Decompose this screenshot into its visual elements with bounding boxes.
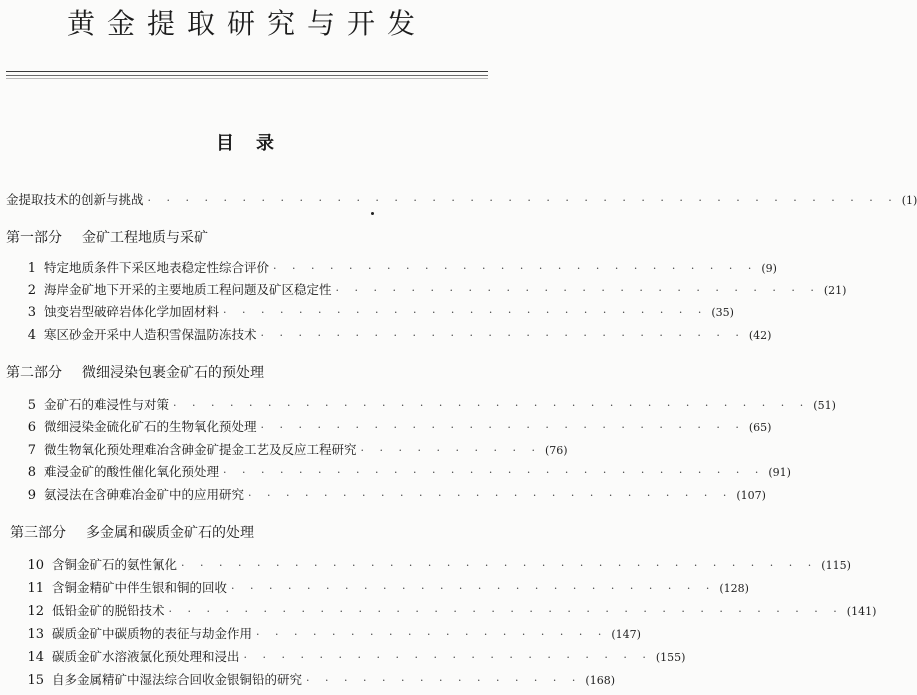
entry-page: (115) (821, 559, 851, 572)
dot-leader: · · · · · · · · · · · · · · · · · · · · · · · · · · (260, 329, 745, 342)
part-title: 微细浸染包裹金矿石的预处理 (82, 365, 264, 381)
entry-number: 10 (27, 558, 44, 573)
part-heading-1 (6, 228, 208, 248)
dot-leader: · · · · · · · · · · · · · · · · · · · (256, 628, 608, 641)
entry-title: 微细浸染金硫化矿石的生物氧化预处理 (44, 419, 257, 434)
entry-number: 6 (27, 420, 36, 435)
entry-number: 15 (27, 673, 44, 688)
entry-title: 氨浸法在含砷难冶金矿中的应用研究 (44, 487, 245, 502)
toc-heading: 目录 (216, 133, 296, 154)
entry-number: 3 (27, 305, 36, 320)
toc-entry[interactable] (20, 625, 641, 644)
entry-page: (141) (846, 605, 877, 618)
entry-title: 难浸金矿的酸性催化氧化预处理 (44, 464, 220, 479)
entry-page: (35) (711, 306, 734, 319)
entry-title: 金矿石的难浸性与对策 (44, 397, 170, 412)
part-heading-3 (10, 523, 254, 543)
toc-entry[interactable] (20, 556, 851, 575)
dot-leader: · · · · · · · · · · · · · · · · · · · · · · · · · · (248, 489, 733, 502)
entry-page: (51) (813, 399, 836, 412)
toc-entry[interactable] (20, 648, 686, 667)
part-title: 多金属和碳质金矿石的处理 (86, 525, 254, 541)
entry-number: 13 (27, 627, 44, 642)
entry-title: 特定地质条件下采区地表稳定性综合评价 (44, 260, 270, 275)
entry-number: 11 (27, 581, 44, 596)
dot-leader: · · · · · · · · · · (360, 444, 541, 457)
dot-leader: · · · · · · · · · · · · · · · (306, 674, 582, 687)
entry-title: 金提取技术的创新与挑战 (6, 192, 144, 207)
entry-number: 12 (27, 604, 44, 619)
part-heading-2 (6, 363, 264, 383)
toc-entry[interactable] (20, 281, 847, 300)
dot-leader: · · · · · · · · · · · · · · · · · · · · · · · · · · (223, 306, 708, 319)
entry-page: (107) (736, 489, 766, 502)
toc-entry-intro[interactable] (6, 191, 917, 210)
dot-leader: · · · · · · · · · · · · · · · · · · · · · · · · · · · · · · · · · · (181, 559, 818, 572)
entry-title: 碳质金矿中碳质物的表征与劫金作用 (52, 626, 253, 641)
dot-leader: · · · · · · · · · · · · · · · · · · · · · · · · · · · · · · · · · · (173, 399, 810, 412)
toc-entry[interactable] (20, 259, 777, 278)
dot-leader: · · · · · · · · · · · · · · · · · · · · · · (243, 651, 652, 664)
entry-number: 5 (27, 398, 36, 413)
entry-page: (128) (719, 582, 749, 595)
toc-entry[interactable] (20, 303, 734, 322)
entry-title: 碳质金矿水溶液氯化预处理和浸出 (52, 649, 240, 664)
dot-leader: · · · · · · · · · · · · · · · · · · · · · · · · · · · · · (223, 466, 765, 479)
dot-leader: · · · · · · · · · · · · · · · · · · · · · · · · · · (260, 421, 745, 434)
dot-leader: · · · · · · · · · · · · · · · · · · · · · · · · · · (231, 582, 716, 595)
toc-entry[interactable] (20, 486, 766, 505)
entry-page: (76) (544, 444, 568, 457)
entry-page: (21) (823, 284, 847, 297)
entry-number: 7 (27, 443, 36, 458)
entry-number: 8 (27, 465, 36, 480)
toc-entry[interactable] (20, 418, 772, 437)
entry-number: 9 (27, 488, 36, 503)
part-label: 第一部分 (6, 230, 62, 246)
dot-leader: · · · · · · · · · · · · · · · · · · · · · · · · · · · · · · · · · · · · (168, 605, 843, 618)
part-label: 第三部分 (10, 525, 66, 541)
toc-entry[interactable] (20, 441, 568, 460)
entry-number: 2 (27, 283, 36, 298)
entry-page: (1) (901, 194, 917, 207)
dot-leader: · · · · · · · · · · · · · · · · · · · · · · · · · · (273, 262, 758, 275)
toc-entry[interactable] (20, 579, 749, 598)
entry-title: 低铅金矿的脱铅技术 (52, 603, 165, 618)
part-label: 第二部分 (6, 365, 62, 381)
entry-title: 含铜金矿石的氨性氰化 (52, 557, 178, 572)
entry-title: 海岸金矿地下开采的主要地质工程问题及矿区稳定性 (44, 282, 332, 297)
entry-title: 自多金属精矿中湿法综合回收金银铜铅的研究 (52, 672, 303, 687)
entry-page: (65) (748, 421, 772, 434)
dot-leader: · · · · · · · · · · · · · · · · · · · · · · · · · · · · · · · · · · · · · · · · (147, 194, 898, 207)
part-title: 金矿工程地质与采矿 (82, 230, 208, 246)
entry-number: 1 (27, 261, 36, 276)
entry-title: 蚀变岩型破碎岩体化学加固材料 (44, 304, 220, 319)
entry-title: 微生物氧化预处理难冶含砷金矿提金工艺及反应工程研究 (44, 442, 357, 457)
toc-entry[interactable] (20, 463, 791, 482)
toc-entry[interactable] (20, 396, 836, 415)
entry-page: (9) (761, 262, 777, 275)
dot-leader: · · · · · · · · · · · · · · · · · · · · · · · · · · (335, 284, 820, 297)
entry-number: 4 (27, 328, 36, 343)
toc-entry[interactable] (20, 326, 772, 345)
entry-page: (42) (748, 329, 772, 342)
entry-page: (147) (611, 628, 641, 641)
entry-page: (155) (655, 651, 686, 664)
toc-entry[interactable] (20, 671, 616, 690)
entry-title: 寒区砂金开采中人造积雪保温防冻技术 (44, 327, 257, 342)
entry-page: (168) (585, 674, 616, 687)
entry-number: 14 (27, 650, 44, 665)
book-title: 黄金提取研究与开发 (66, 7, 427, 40)
toc-entry[interactable] (20, 602, 877, 621)
entry-page: (91) (768, 466, 791, 479)
entry-title: 含铜金精矿中伴生银和铜的回收 (52, 580, 228, 595)
